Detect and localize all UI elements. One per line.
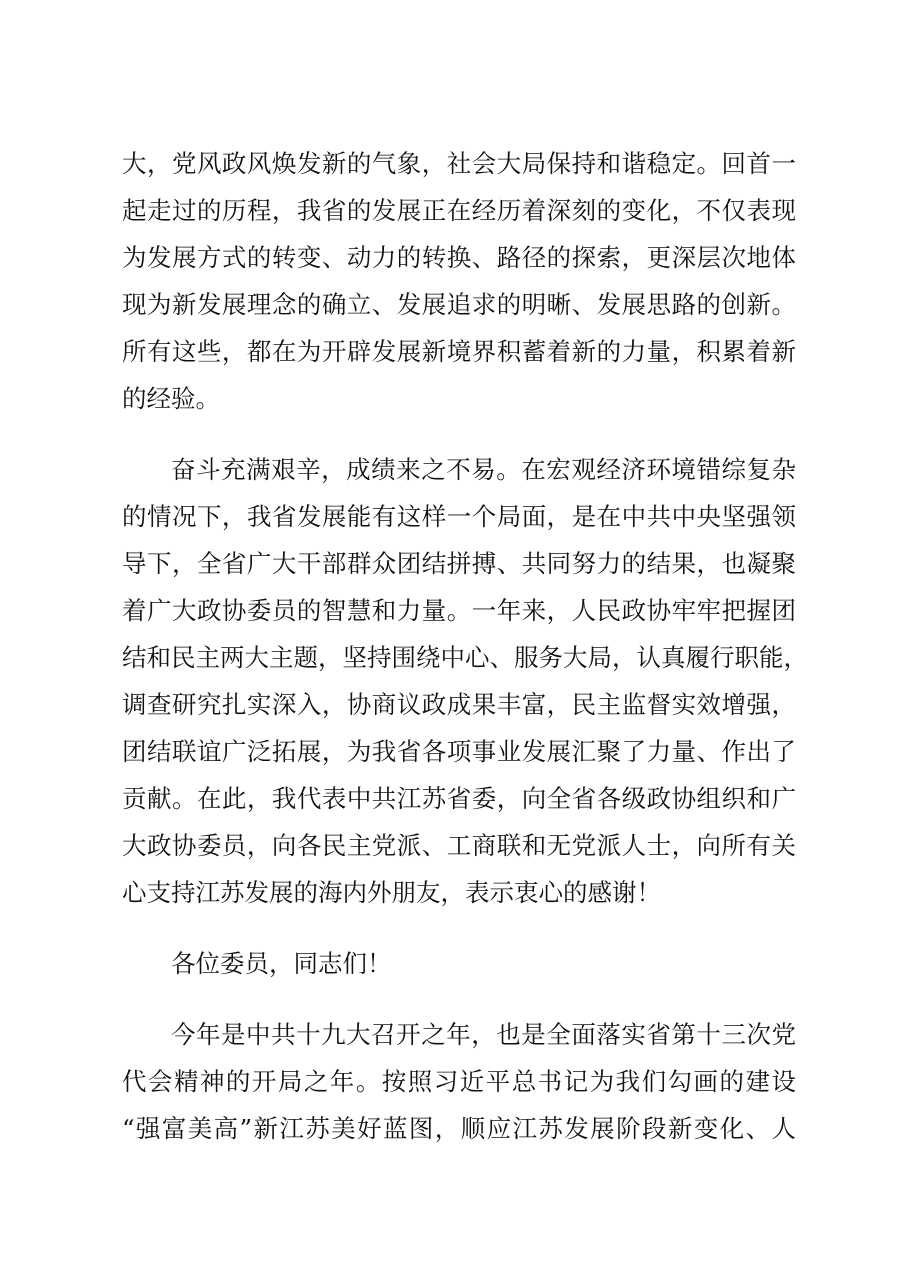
paragraph-1-line-4: 现为新发展理念的确立、发展追求的明晰、发展思路的创新。 (122, 290, 796, 319)
paragraph-2-line-2: 的情况下，我省发展能有这样一个局面，是在中共中央坚强领 (122, 502, 796, 531)
paragraph-2-line-5: 结和民主两大主题，坚持围绕中心、服务大局，认真履行职能， (122, 643, 808, 672)
paragraph-3-line-1: 各位委员，同志们！ (171, 949, 392, 978)
paragraph-1-line-6: 的经验。 (122, 384, 220, 413)
paragraph-2-line-4: 着广大政协委员的智慧和力量。一年来，人民政协牢牢把握团 (122, 596, 796, 625)
paragraph-1-line-3: 为发展方式的转变、动力的转换、路径的探索，更深层次地体 (122, 243, 796, 272)
paragraph-1-line-5: 所有这些，都在为开辟发展新境界积蓄着新的力量，积累着新 (122, 337, 796, 366)
paragraph-1-line-1: 大，党风政风焕发新的气象，社会大局保持和谐稳定。回首一 (122, 149, 796, 178)
paragraph-2-line-10: 心支持江苏发展的海内外朋友，表示衷心的感谢！ (122, 878, 661, 907)
paragraph-2-line-8: 贡献。在此，我代表中共江苏省委，向全省各级政协组织和广 (122, 784, 796, 813)
paragraph-4-line-3: “强富美高”新江苏美好蓝图，顺应江苏发展阶段新变化、人 (122, 1114, 796, 1143)
paragraph-2-line-3: 导下，全省广大干部群众团结拼搏、共同努力的结果，也凝聚 (122, 549, 796, 578)
paragraph-1-line-2: 起走过的历程，我省的发展正在经历着深刻的变化，不仅表现 (122, 196, 796, 225)
paragraph-2-line-1: 奋斗充满艰辛，成绩来之不易。在宏观经济环境错综复杂 (171, 455, 796, 484)
paragraph-4-line-1: 今年是中共十九大召开之年，也是全面落实省第十三次党 (171, 1020, 796, 1049)
paragraph-4-line-2: 代会精神的开局之年。按照习近平总书记为我们勾画的建设 (122, 1067, 796, 1096)
paragraph-2-line-6: 调查研究扎实深入，协商议政成果丰富，民主监督实效增强， (122, 690, 796, 719)
paragraph-2-line-7: 团结联谊广泛拓展，为我省各项事业发展汇聚了力量、作出了 (122, 737, 796, 766)
paragraph-2-line-9: 大政协委员，向各民主党派、工商联和无党派人士，向所有关 (122, 831, 796, 860)
